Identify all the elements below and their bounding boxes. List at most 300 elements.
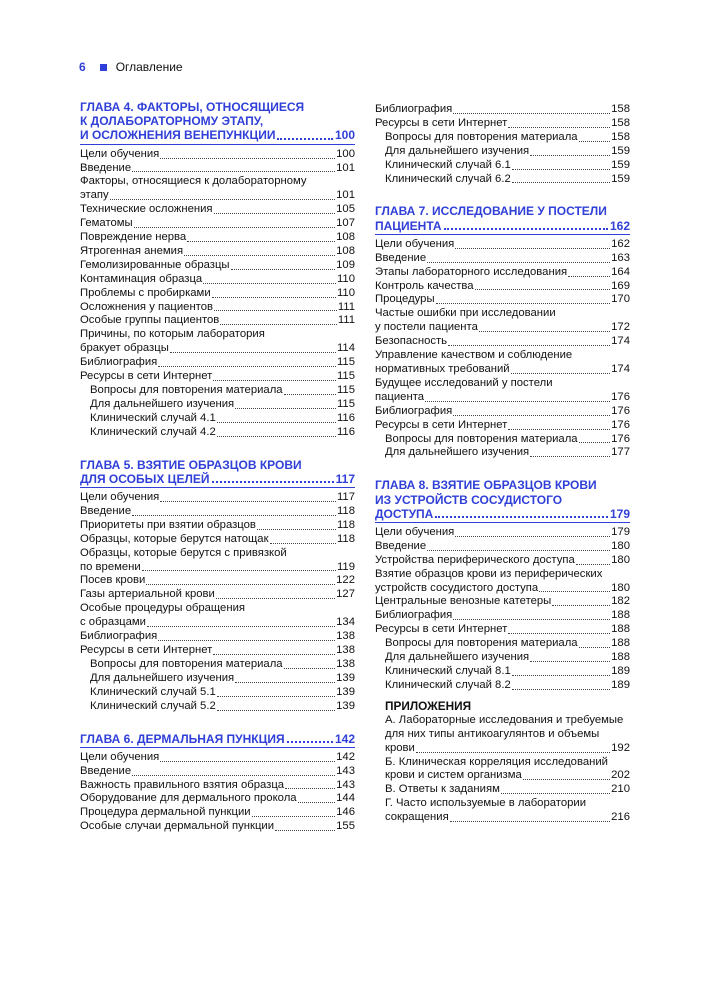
toc-entry[interactable] xyxy=(80,779,355,793)
toc-entry-last-line xyxy=(375,540,630,554)
toc-entry[interactable] xyxy=(375,280,630,294)
toc-entries xyxy=(375,526,630,693)
toc-entry-title: Гемолизированные образцы xyxy=(80,258,230,271)
toc-entry-last-line xyxy=(80,505,355,519)
toc-entry-title: Проблемы с пробирками xyxy=(80,286,211,299)
toc-entry-title: Центральные венозные катетеры xyxy=(375,595,552,608)
toc-entry[interactable] xyxy=(80,370,355,384)
toc-entry[interactable] xyxy=(375,665,630,679)
dot-leader xyxy=(284,394,336,395)
toc-entry-page: 180 xyxy=(611,581,630,594)
dot-leader xyxy=(579,647,611,648)
toc-entry-last-line xyxy=(90,658,355,672)
toc-entry[interactable] xyxy=(80,547,355,575)
toc-entry[interactable] xyxy=(375,252,630,266)
dot-leader xyxy=(416,752,610,753)
toc-entry[interactable] xyxy=(80,301,355,315)
dot-leader xyxy=(270,543,336,544)
toc-entry-last-line xyxy=(375,117,630,131)
chapter-heading[interactable] xyxy=(80,100,355,143)
toc-entry-title: нормативных требований xyxy=(375,363,510,375)
chapter-heading[interactable] xyxy=(80,458,355,486)
dot-leader xyxy=(214,310,337,311)
toc-entry-page: 180 xyxy=(611,553,630,566)
toc-entry-last-line xyxy=(90,412,355,426)
chapter-page: 117 xyxy=(335,471,355,486)
chapter-block xyxy=(80,100,355,440)
toc-entry-last-line xyxy=(385,173,630,187)
toc-entry-title: Безопасность xyxy=(375,335,448,348)
toc-entry-last-line xyxy=(375,609,630,623)
toc-entry[interactable] xyxy=(80,491,355,505)
chapter-page: 142 xyxy=(334,731,355,746)
dot-leader xyxy=(453,113,610,114)
toc-entry-title: Цели обучения xyxy=(375,525,455,538)
toc-entry-line: А. Лабораторные исследования и требуемые xyxy=(385,713,624,726)
dot-leader xyxy=(275,830,335,831)
toc-entry[interactable] xyxy=(375,307,630,335)
dot-leader xyxy=(479,331,610,332)
toc-entry-last-line xyxy=(375,266,630,280)
toc-entry-page: 189 xyxy=(611,665,630,678)
toc-entry-page: 176 xyxy=(611,432,630,445)
toc-entry[interactable] xyxy=(80,162,355,176)
dot-leader xyxy=(132,171,335,172)
toc-entry-last-line xyxy=(375,391,630,405)
toc-entry-page: 146 xyxy=(336,806,355,819)
toc-entry-page: 138 xyxy=(336,630,355,643)
toc-entry[interactable] xyxy=(80,658,355,672)
toc-entry-line: Особые процедуры обращения xyxy=(80,602,246,615)
dot-leader xyxy=(512,169,610,170)
toc-entry-title: Процедуры xyxy=(375,293,435,306)
toc-entry-page: 116 xyxy=(336,411,355,424)
toc-entry-last-line xyxy=(90,426,355,440)
toc-entry[interactable] xyxy=(80,806,355,820)
dot-leader xyxy=(220,324,337,325)
toc-entry-title: Клинический случай 4.1 xyxy=(90,411,216,424)
toc-entry-last-line xyxy=(385,145,630,159)
dot-leader xyxy=(110,199,336,200)
toc-entry[interactable] xyxy=(80,398,355,412)
toc-entry[interactable] xyxy=(375,783,630,797)
toc-entry-page: 170 xyxy=(611,293,630,306)
toc-entry[interactable] xyxy=(80,245,355,259)
toc-entry-line: Г. Часто используемые в лаборатории xyxy=(385,797,587,810)
toc-entry[interactable] xyxy=(375,446,630,460)
toc-entry[interactable] xyxy=(375,595,630,609)
chapter-block xyxy=(375,204,630,460)
toc-entry-page: 138 xyxy=(336,657,355,670)
toc-entry-page: 139 xyxy=(336,671,355,684)
toc-entry-line: Б. Клиническая корреляция исследований xyxy=(385,755,608,768)
dot-leader xyxy=(214,213,336,214)
chapter-heading[interactable] xyxy=(375,478,630,521)
chapter-page: 100 xyxy=(334,128,355,143)
toc-entry[interactable] xyxy=(80,588,355,602)
toc-entry-title: Цели обучения xyxy=(80,491,160,504)
toc-entry-title: Библиография xyxy=(80,630,158,643)
toc-entry[interactable] xyxy=(375,568,630,596)
toc-entry-last-line xyxy=(80,779,355,793)
toc-entry[interactable] xyxy=(80,259,355,273)
dot-leader xyxy=(284,668,336,669)
toc-entry-title: Цели обучения xyxy=(80,750,160,763)
chapter-title-line: ГЛАВА 8. ВЗЯТИЕ ОБРАЗЦОВ КРОВИ xyxy=(375,478,597,493)
toc-entry-last-line xyxy=(90,686,355,700)
toc-entry-title: Вопросы для повторения материала xyxy=(90,384,283,397)
toc-entry-last-line xyxy=(385,742,630,756)
toc-entry-title: Посев крови xyxy=(80,574,146,587)
toc-entry-last-line xyxy=(80,203,355,217)
toc-entry-last-line xyxy=(80,588,355,602)
toc-entry[interactable] xyxy=(375,419,630,433)
toc-entry[interactable] xyxy=(80,328,355,356)
toc-entry-title: сокращения xyxy=(385,811,449,824)
toc-entry-last-line xyxy=(375,335,630,349)
toc-entry-page: 176 xyxy=(611,390,630,403)
toc-entry-page: 118 xyxy=(336,532,355,545)
toc-entry-title: Библиография xyxy=(375,609,453,622)
dot-leader xyxy=(217,696,335,697)
toc-entry-title: Приоритеты при взятии образцов xyxy=(80,518,256,531)
toc-entry-title: Для дальнейшего изучения xyxy=(90,671,235,684)
chapter-divider xyxy=(80,144,355,145)
toc-entry[interactable] xyxy=(375,540,630,554)
dot-leader xyxy=(453,415,610,416)
dot-leader xyxy=(146,584,335,585)
dot-leader xyxy=(158,366,336,367)
toc-entry-title: Библиография xyxy=(375,404,453,417)
toc-entry-last-line xyxy=(385,651,630,665)
toc-entry-page: 108 xyxy=(336,231,355,244)
dot-leader xyxy=(160,761,335,762)
toc-entry-last-line xyxy=(90,398,355,412)
toc-entry-page: 134 xyxy=(336,616,355,629)
toc-entry[interactable] xyxy=(80,384,355,398)
toc-entry-page: 122 xyxy=(336,574,355,587)
toc-entry[interactable] xyxy=(80,314,355,328)
chapter-title-line: ИЗ УСТРОЙСТВ СОСУДИСТОГО xyxy=(375,492,563,507)
toc-entry-page: 163 xyxy=(611,251,630,264)
chapter-title-line: ГЛАВА 5. ВЗЯТИЕ ОБРАЗЦОВ КРОВИ xyxy=(80,457,302,472)
toc-entry[interactable] xyxy=(80,765,355,779)
toc-entry[interactable] xyxy=(80,700,355,714)
dot-leader xyxy=(455,536,610,537)
dot-leader xyxy=(530,456,610,457)
toc-entry[interactable] xyxy=(80,820,355,834)
toc-entry-title: Клинический случай 8.2 xyxy=(385,678,511,691)
chapter-title: И ОСЛОЖНЕНИЯ ВЕНЕПУНКЦИИ xyxy=(80,128,276,143)
dot-leader xyxy=(508,127,610,128)
toc-entry-title: Технические осложнения xyxy=(80,203,213,216)
toc-entry-page: 177 xyxy=(611,446,630,459)
toc-entry[interactable] xyxy=(375,405,630,419)
toc-entry-last-line xyxy=(385,433,630,447)
toc-entry-title: Введение xyxy=(80,764,132,777)
toc-entry-last-line xyxy=(385,679,630,693)
toc-entry-title: этапу xyxy=(80,189,109,202)
toc-entry-last-line xyxy=(385,783,630,797)
toc-entry-page: 188 xyxy=(611,609,630,622)
toc-entry[interactable] xyxy=(80,672,355,686)
toc-entry-title: Газы артериальной крови xyxy=(80,588,215,601)
chapter-title: ГЛАВА 6. ДЕРМАЛЬНАЯ ПУНКЦИЯ xyxy=(80,731,285,746)
dot-leader xyxy=(170,352,336,353)
toc-entry-page: 108 xyxy=(336,244,355,257)
toc-entry-title: Клинический случай 8.1 xyxy=(385,665,511,678)
toc-entry-last-line xyxy=(80,533,355,547)
toc-entry-page: 172 xyxy=(611,321,630,334)
toc-entry[interactable] xyxy=(375,159,630,173)
toc-entry-title: крови и систем организма xyxy=(385,769,522,782)
toc-entry-last-line xyxy=(375,252,630,266)
toc-entry[interactable] xyxy=(80,217,355,231)
toc-entry-last-line xyxy=(375,554,630,568)
chapter-block xyxy=(80,732,355,835)
toc-entry-last-line xyxy=(80,806,355,820)
toc-entry-title: с образцами xyxy=(80,616,146,629)
toc-entry-title: Клинический случай 6.2 xyxy=(385,172,511,185)
chapter-title-last-line xyxy=(80,128,355,142)
toc-entry-last-line xyxy=(80,273,355,287)
dot-leader xyxy=(213,380,336,381)
toc-entry-page: 162 xyxy=(611,237,630,250)
toc-entry-last-line xyxy=(80,630,355,644)
toc-entry-title: Ресурсы в сети Интернет xyxy=(80,370,213,383)
dot-leader xyxy=(576,564,610,565)
toc-entry-last-line xyxy=(80,765,355,779)
toc-entry-page: 139 xyxy=(336,685,355,698)
toc-entry-last-line xyxy=(385,131,630,145)
toc-entry-last-line xyxy=(80,314,355,328)
toc-entry[interactable] xyxy=(375,623,630,637)
toc-entry[interactable] xyxy=(80,686,355,700)
chapter-title-last-line xyxy=(80,472,355,486)
toc-entry[interactable] xyxy=(375,103,630,117)
toc-entry-line: Частые ошибки при исследовании xyxy=(375,307,556,320)
toc-entry-page: 119 xyxy=(336,560,355,573)
toc-left-column xyxy=(80,100,355,834)
dot-leader xyxy=(142,570,336,571)
toc-entry[interactable] xyxy=(80,519,355,533)
toc-entry[interactable] xyxy=(375,433,630,447)
toc-entry-title: Осложнения у пациентов xyxy=(80,300,214,313)
toc-entry-last-line xyxy=(80,616,355,630)
toc-entry-title: Вопросы для повторения материала xyxy=(385,130,578,143)
toc-entry[interactable] xyxy=(80,792,355,806)
toc-entry-title: Цели обучения xyxy=(375,237,455,250)
dot-leader xyxy=(568,276,610,277)
toc-entry[interactable] xyxy=(80,287,355,301)
toc-entry-title: Контроль качества xyxy=(375,279,474,292)
toc-entry[interactable] xyxy=(375,349,630,377)
dot-leader xyxy=(530,661,610,662)
dot-leader xyxy=(212,297,336,298)
dot-leader xyxy=(257,529,336,530)
toc-entry-page: 115 xyxy=(336,370,355,383)
toc-entry[interactable] xyxy=(375,756,630,784)
toc-entry-last-line xyxy=(375,405,630,419)
toc-entry-last-line xyxy=(80,217,355,231)
chapter-divider xyxy=(80,487,355,488)
toc-entry-page: 188 xyxy=(611,623,630,636)
toc-entry[interactable] xyxy=(375,335,630,349)
toc-entry[interactable] xyxy=(375,797,630,825)
toc-entry-last-line xyxy=(375,582,630,596)
toc-entry[interactable] xyxy=(80,533,355,547)
toc-entry-last-line xyxy=(80,189,355,203)
toc-entry-last-line xyxy=(90,672,355,686)
chapter-6-continued xyxy=(375,103,630,186)
toc-entry-title: Ресурсы в сети Интернет xyxy=(375,623,508,636)
toc-entry[interactable] xyxy=(80,175,355,203)
toc-entry-title: Ресурсы в сети Интернет xyxy=(375,418,508,431)
dot-leader xyxy=(235,682,335,683)
toc-entry-page: 144 xyxy=(336,792,355,805)
toc-entry-page: 216 xyxy=(611,811,630,824)
toc-entry-title: Цели обучения xyxy=(80,147,160,160)
spacer xyxy=(375,460,630,478)
toc-entry-title: Устройства периферического доступа xyxy=(375,553,575,566)
toc-entry-title: Библиография xyxy=(375,103,453,115)
toc-entry-line: Управление качеством и соблюдение xyxy=(375,349,573,362)
toc-entry-last-line xyxy=(375,280,630,294)
toc-entry-page: 111 xyxy=(337,314,355,327)
toc-entry-last-line xyxy=(80,561,355,575)
toc-entry[interactable] xyxy=(375,714,630,756)
spacer xyxy=(80,714,355,732)
toc-entry[interactable] xyxy=(80,273,355,287)
toc-entry-page: 115 xyxy=(336,356,355,369)
toc-entry[interactable] xyxy=(80,148,355,162)
dot-leader xyxy=(160,501,336,502)
toc-entries xyxy=(375,238,630,461)
chapter-title-last-line xyxy=(375,507,630,521)
toc-entry-last-line xyxy=(375,419,630,433)
toc-entry-line: Образцы, которые берутся с привязкой xyxy=(80,546,287,559)
toc-entry-page: 101 xyxy=(336,161,355,174)
toc-entry[interactable] xyxy=(80,644,355,658)
toc-entry-title: Гематомы xyxy=(80,217,133,230)
dot-leader xyxy=(552,605,610,606)
toc-entry-title: Введение xyxy=(375,539,427,552)
toc-entry-line: Факторы, относящиеся к долабораторному xyxy=(80,175,307,188)
toc-entry[interactable] xyxy=(375,526,630,540)
toc-entry[interactable] xyxy=(80,356,355,370)
dot-leader xyxy=(187,241,335,242)
toc-entry-page: 138 xyxy=(336,644,355,657)
toc-entry[interactable] xyxy=(375,651,630,665)
toc-entry-title: Для дальнейшего изучения xyxy=(385,651,530,664)
toc-entry[interactable] xyxy=(80,505,355,519)
toc-entry-page: 176 xyxy=(611,418,630,431)
toc-entry-page: 116 xyxy=(336,425,355,438)
chapter-divider xyxy=(80,747,355,748)
chapter-heading[interactable] xyxy=(80,732,355,746)
toc-entry-line: Будущее исследований у постели xyxy=(375,376,553,389)
toc-entry-last-line xyxy=(80,356,355,370)
toc-entry-page: 176 xyxy=(611,404,630,417)
toc-entry[interactable] xyxy=(375,609,630,623)
chapter-heading[interactable] xyxy=(375,204,630,232)
chapter-page: 162 xyxy=(609,218,630,233)
dot-leader xyxy=(448,345,610,346)
dot-leader xyxy=(511,373,611,374)
toc-entry[interactable] xyxy=(375,173,630,187)
toc-entry[interactable] xyxy=(375,679,630,693)
dot-leader xyxy=(212,481,334,483)
toc-entry-last-line xyxy=(385,665,630,679)
toc-entry[interactable] xyxy=(375,117,630,131)
toc-entry-page: 169 xyxy=(611,279,630,292)
toc-entry-title: Ресурсы в сети Интернет xyxy=(80,644,213,657)
toc-entry-title: бракует образцы xyxy=(80,342,169,355)
toc-entry[interactable] xyxy=(375,554,630,568)
toc-entry-page: 174 xyxy=(611,363,630,375)
toc-entry[interactable] xyxy=(375,131,630,145)
toc-entry-last-line xyxy=(80,751,355,765)
dot-leader xyxy=(512,182,610,183)
toc-entry-page: 105 xyxy=(336,203,355,216)
toc-entry[interactable] xyxy=(80,751,355,765)
dot-leader xyxy=(435,516,608,518)
toc-entry[interactable] xyxy=(375,238,630,252)
toc-entry[interactable] xyxy=(80,630,355,644)
toc-entry[interactable] xyxy=(375,637,630,651)
toc-entry-line: Причины, по которым лаборатория xyxy=(80,328,265,341)
dot-leader xyxy=(147,626,335,627)
dot-leader xyxy=(217,422,336,423)
chapter-title: ПАЦИЕНТА xyxy=(375,218,442,233)
toc-entry-page: 158 xyxy=(611,103,630,115)
toc-entry-title: Библиография xyxy=(80,356,158,369)
toc-entry-page: 155 xyxy=(336,820,355,833)
toc-entry[interactable] xyxy=(80,602,355,630)
toc-entries xyxy=(375,103,630,186)
toc-entry-last-line xyxy=(80,245,355,259)
toc-entries xyxy=(80,148,355,440)
toc-entry-last-line xyxy=(375,526,630,540)
toc-entry[interactable] xyxy=(80,412,355,426)
toc-entry[interactable] xyxy=(80,574,355,588)
toc-entry[interactable] xyxy=(375,145,630,159)
toc-entry[interactable] xyxy=(375,293,630,307)
chapter-divider xyxy=(375,522,630,523)
toc-entries xyxy=(80,491,355,714)
appendix-title: ПРИЛОЖЕНИЯ xyxy=(385,698,472,713)
toc-entry-line: Взятие образцов крови из периферических xyxy=(375,567,603,580)
dot-leader xyxy=(427,550,610,551)
toc-entry-title: Введение xyxy=(80,161,132,174)
toc-entry[interactable] xyxy=(80,203,355,217)
toc-entry[interactable] xyxy=(80,426,355,440)
toc-entry-page: 159 xyxy=(611,144,630,157)
toc-entry-page: 179 xyxy=(611,525,630,538)
dot-leader xyxy=(184,255,335,256)
toc-entry[interactable] xyxy=(375,266,630,280)
toc-entry-title: В. Ответы к заданиям xyxy=(385,783,500,796)
chapter-title-line: ГЛАВА 4. ФАКТОРЫ, ОТНОСЯЩИЕСЯ xyxy=(80,100,305,114)
dot-leader xyxy=(203,283,336,284)
spacer xyxy=(80,440,355,458)
toc-entry[interactable] xyxy=(375,377,630,405)
toc-entry-page: 158 xyxy=(611,116,630,129)
toc-entry-last-line xyxy=(375,103,630,117)
toc-entry-page: 164 xyxy=(611,265,630,278)
toc-entry-title: Важность правильного взятия образца xyxy=(80,778,285,791)
toc-entry[interactable] xyxy=(80,231,355,245)
